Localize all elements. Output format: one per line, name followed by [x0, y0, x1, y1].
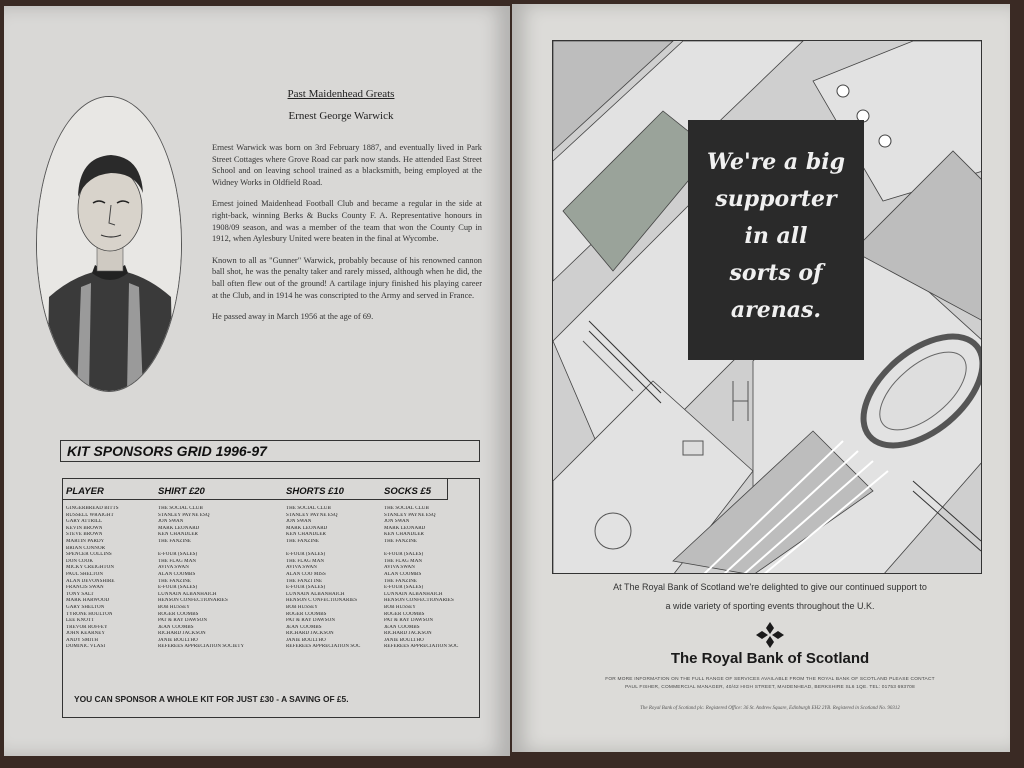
player-name: GARY ATTRILL — [66, 519, 103, 525]
socks-sponsor: HENSON CONFECTIONARIES — [384, 598, 454, 604]
ad-caption — [560, 578, 980, 616]
shirt-sponsor: KEN CHANDLER — [158, 532, 198, 538]
slogan-line: supporter — [715, 186, 837, 212]
player-name: FRANCIS SWAN — [66, 585, 104, 591]
shorts-sponsor: THE FANZI INE — [286, 578, 323, 584]
shorts-sponsor: REFEREES APPRECIATION SOC — [286, 644, 361, 650]
column-header-player: PLAYER — [66, 486, 104, 497]
slogan-line: sorts of — [729, 260, 823, 286]
kit-grid-footer: YOU CAN SPONSOR A WHOLE KIT FOR JUST £30 - A SAVING OF £5. — [74, 694, 349, 704]
socks-sponsor: ROGER COOMBS — [384, 611, 425, 617]
shorts-sponsor: KEN CHANDLER — [286, 532, 326, 538]
shirt-sponsor: MARK LEONARD — [158, 525, 200, 531]
shorts-sponsor — [286, 546, 380, 553]
shirt-sponsor-list — [158, 506, 282, 651]
socks-sponsor: THE SOCIAL CLUB — [384, 506, 429, 511]
article-paragraph: Ernest joined Maidenhead Football Club and became a regular in the side at right-back, winning Berks & Bucks County F. A. Representative honours in 1908/09 season, and was a member of the team that won the County Cup in 1912, when Aylesbury United were beaten in the final at Wycombe. — [212, 199, 482, 244]
player-list — [66, 506, 154, 651]
socks-sponsor: REFEREES APPRECIATION SOC — [384, 644, 459, 650]
shirt-sponsor: REFEREES APPRECIATION SOCIETY — [158, 644, 245, 650]
player-name: BRIAN CONNOR — [66, 545, 106, 551]
article-body — [212, 142, 482, 333]
article-heading: Past Maidenhead Greats — [287, 88, 395, 100]
shirt-sponsor: HENSON CONFECTIONARIES — [158, 598, 228, 604]
shorts-sponsor: E-FOUR (SALES) — [286, 552, 326, 558]
player-name: TONY SALT — [66, 591, 94, 597]
socks-sponsor: KEN CHANDLER — [384, 532, 424, 538]
shorts-sponsor-list — [286, 506, 380, 651]
shorts-sponsor: RICHARD JACKSON — [286, 631, 334, 637]
socks-sponsor: BOB HUSSEY — [384, 604, 416, 610]
shirt-sponsor: THE FANZINE — [158, 538, 192, 544]
socks-sponsor: E-FOUR (SALES) — [384, 585, 424, 591]
ad-caption-line: a wide variety of sporting events throughout the U.K. — [665, 601, 875, 611]
shirt-sponsor: JEAN COOMBS — [158, 624, 194, 630]
shirt-sponsor: ROGER COOMBS — [158, 611, 199, 617]
article-paragraph: Ernest Warwick was born on 3rd February 1887, and eventually lived in Park Street Cottages where Grove Road car park now stands. He attended East Street School and on leaving school trained as a blacksmith, being employed at the Widney Works in Oldfield Road. — [212, 143, 482, 187]
socks-sponsor: ALAN COOMBS — [384, 571, 422, 577]
ad-contact-line: FOR MORE INFORMATION ON THE FULL RANGE OF SERVICES AVAILABLE FROM THE ROYAL BANK OF SCOTLAND PLEASE CONTACT — [605, 677, 935, 682]
shorts-sponsor: E-FOUR (SALES) — [286, 585, 326, 591]
shorts-sponsor: THE FANZINE — [286, 538, 320, 544]
player-name: JOHN KEARNEY — [66, 631, 106, 637]
slogan-line: in all — [744, 223, 808, 249]
column-header-shirt: SHIRT £20 — [158, 486, 205, 497]
player-name: ALAN DEVONSHIRE — [66, 578, 115, 584]
player-name: RUSSELL WRAIGHT — [66, 512, 114, 518]
shirt-sponsor: STANLEY PAYNE ESQ — [158, 512, 210, 518]
shorts-sponsor: THE FLAG MAN — [286, 558, 325, 564]
shirt-sponsor: E-FOUR (SALES) — [158, 585, 198, 591]
socks-sponsor: THE FANZINE — [384, 538, 418, 544]
socks-sponsor: E-FOUR (SALES) — [384, 552, 424, 558]
column-header-socks: SOCKS £5 — [384, 486, 431, 497]
article-paragraph: Known to all as "Gunner" Warwick, probably because of his renowned cannon ball shot, he was the penalty taker and rarely missed, although when he did, the ball often flew out of the ground! A cartilage injury finished his playing career at the Club, and in 1914 he was conscripted to the Army and served in France. — [212, 255, 482, 300]
shirt-sponsor: THE SOCIAL CLUB — [158, 506, 203, 511]
socks-sponsor: RICHARD JACKSON — [384, 631, 432, 637]
player-name: GINGERBREAD BITTS — [66, 506, 119, 511]
shirt-sponsor: JON SWAN — [158, 519, 184, 525]
player-name: TREVOR ROFFEY — [66, 624, 108, 630]
socks-sponsor-list — [384, 506, 478, 651]
ad-contact-line: PAUL FISHER, COMMERCIAL MANAGER, 40/42 HIGH STREET, MAIDENHEAD, BERKSHIRE SL6 1QE. TEL: 01753 693708 — [625, 685, 915, 690]
socks-sponsor — [384, 546, 478, 553]
shorts-sponsor: ALAN COO MISS — [286, 571, 326, 577]
shorts-sponsor: BOB HUSSEY — [286, 604, 318, 610]
shirt-sponsor: LUNNAIN ALBANHAICH — [158, 591, 217, 597]
player-name: ANDY SMITH — [66, 637, 99, 643]
player-name: KEVIN BROWN — [66, 525, 103, 531]
shorts-sponsor: THE SOCIAL CLUB — [286, 506, 331, 511]
portrait-illustration — [36, 96, 182, 392]
shorts-sponsor: MARK LEONARD — [286, 525, 328, 531]
player-name: SPENCER COLLINS — [66, 552, 112, 558]
socks-sponsor: THE FANZINE — [384, 578, 418, 584]
shirt-sponsor: PAT & RAY DAWSON — [158, 618, 208, 624]
shorts-sponsor: JON SWAN — [286, 519, 312, 525]
shirt-sponsor: JANIE BOULTHO — [158, 637, 198, 643]
shorts-sponsor: PAT & RAY DAWSON — [286, 618, 336, 624]
kit-grid-title: KIT SPONSORS GRID 1996-97 — [60, 440, 480, 462]
socks-sponsor: MARK LEONARD — [384, 525, 426, 531]
ad-contact-info — [560, 676, 980, 692]
shirt-sponsor: RICHARD JACKSON — [158, 631, 206, 637]
shorts-sponsor: STANLEY PAYNE ESQ — [286, 512, 338, 518]
player-name: DON COOK — [66, 558, 94, 564]
player-name: MARK HARWOOD — [66, 598, 110, 604]
socks-sponsor: JANIE BOULTHO — [384, 637, 424, 643]
ad-caption-line: At The Royal Bank of Scotland we're delighted to give our continued support to — [613, 582, 927, 592]
shirt-sponsor: THE FLAG MAN — [158, 558, 197, 564]
socks-sponsor: AVIVA SWAN — [384, 565, 415, 571]
column-header-shorts: SHORTS £10 — [286, 486, 344, 497]
shorts-sponsor: ROGER COOMBS — [286, 611, 327, 617]
player-name: GARY SHELTON — [66, 604, 105, 610]
shirt-sponsor: AVIVA SWAN — [158, 565, 189, 571]
shirt-sponsor: E-FOUR (SALES) — [158, 552, 198, 558]
player-name: PAUL SHELTON — [66, 571, 104, 577]
shirt-sponsor: ALAN COOMBS — [158, 571, 196, 577]
shorts-sponsor: AVIVA SWAN — [286, 565, 317, 571]
socks-sponsor: THE FLAG MAN — [384, 558, 423, 564]
socks-sponsor: STANLEY PAYNE ESQ — [384, 512, 436, 518]
ad-registered-office: The Royal Bank of Scotland plc. Registered Office: 36 St. Andrew Square, Edinburgh EH2 2YB. Registered in Scotland No. 90312 — [640, 706, 900, 711]
shorts-sponsor: HENSON C ONFECTIONARIES — [286, 598, 358, 604]
article-paragraph: He passed away in March 1956 at the age of 69. — [212, 312, 374, 322]
brand-name: The Royal Bank of Scotland — [670, 650, 870, 667]
socks-sponsor: JON SWAN — [384, 519, 410, 525]
player-name: LEE KNOTT — [66, 618, 95, 624]
socks-sponsor: LUNNAIN ALBANHAICH — [384, 591, 443, 597]
shirt-sponsor: THE FANZINE — [158, 578, 192, 584]
shorts-sponsor: LUNNAIN ALBANHAICH — [286, 591, 345, 597]
player-name: MICKY CREIGHTON — [66, 565, 115, 571]
player-name: MARTIN PARDY — [66, 538, 105, 544]
socks-sponsor: JEAN COOMBS — [384, 624, 420, 630]
ad-slogan-box — [688, 120, 864, 360]
socks-sponsor: PAT & RAY DAWSON — [384, 618, 434, 624]
shirt-sponsor: BOB HUSSEY — [158, 604, 190, 610]
player-name: DOMINIC VLASI — [66, 644, 106, 650]
slogan-line: We're a big — [707, 149, 845, 175]
shorts-sponsor: JANIE BOULTHO — [286, 637, 326, 643]
shorts-sponsor: JEAN COOMBS — [286, 624, 322, 630]
shirt-sponsor — [158, 546, 282, 553]
article-subject-name: Ernest George Warwick — [288, 110, 394, 122]
slogan-line: arenas. — [730, 297, 822, 323]
player-name: TYRONE HOULTON — [66, 611, 113, 617]
rbs-logo-icon — [754, 620, 786, 650]
player-name: STEVE BROWN — [66, 532, 103, 538]
